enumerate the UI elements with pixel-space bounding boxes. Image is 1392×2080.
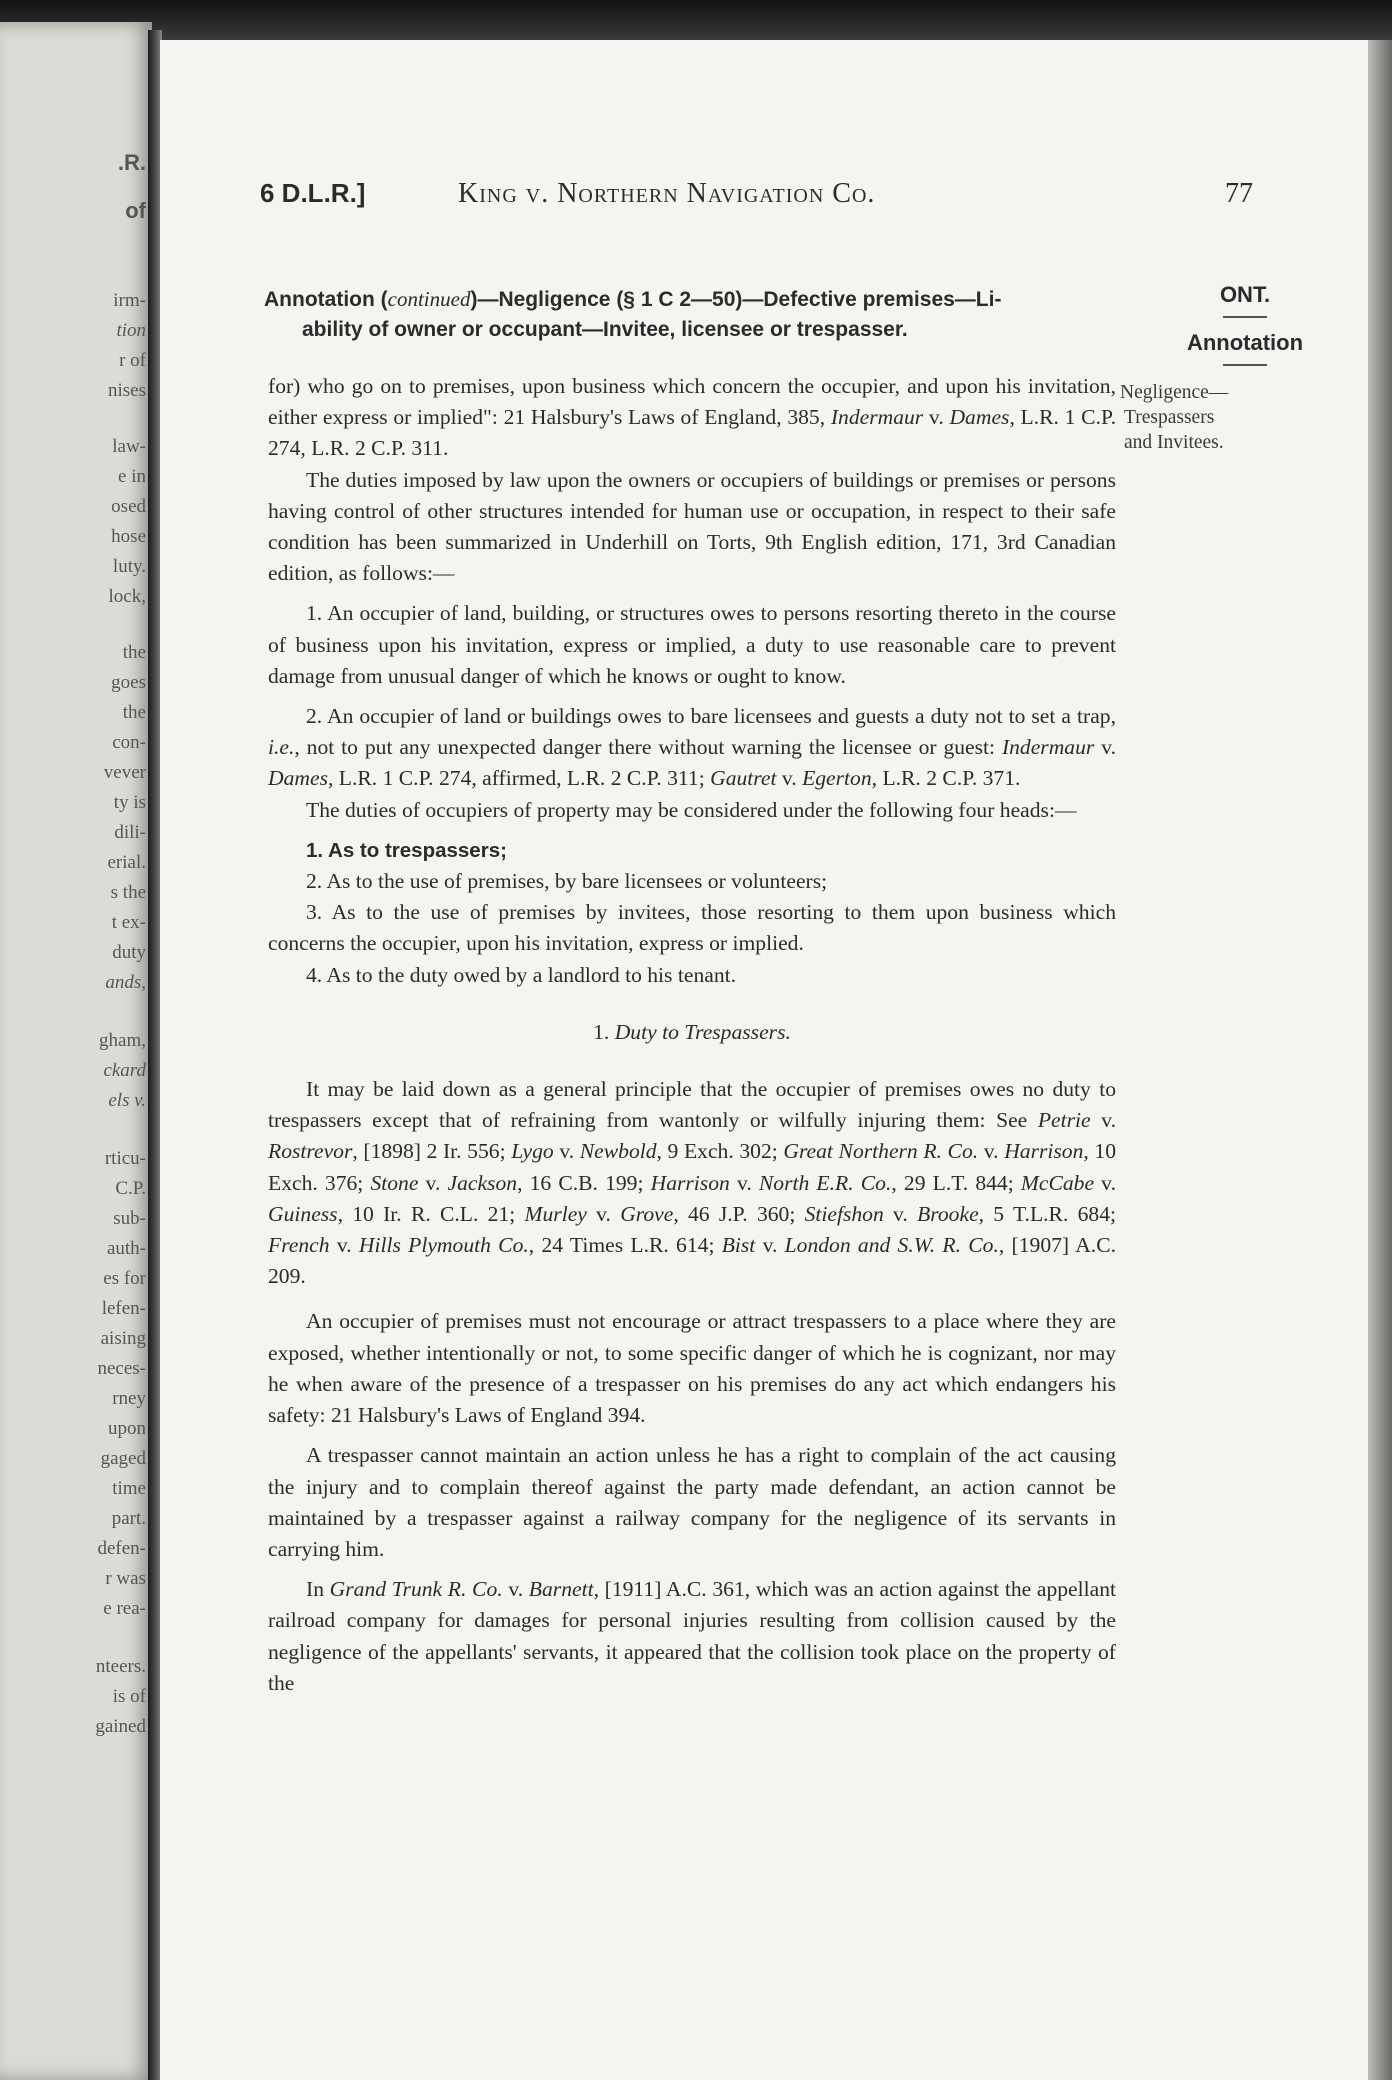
province-label: ONT. (1219, 282, 1271, 307)
list-item: 1. As to trespassers; (306, 838, 507, 862)
previous-page-line: time (112, 1478, 146, 1499)
previous-page-line: e rea- (103, 1598, 146, 1619)
running-head (160, 178, 1370, 218)
case-name: Hills Plymouth Co. (358, 1233, 529, 1258)
previous-page-line: is of (112, 1686, 146, 1707)
previous-page-line: aising (100, 1328, 146, 1349)
paragraph: The duties imposed by law upon the owners or occupiers of buildings or premises or persons having control of other structures intended for human use or occupation, in respect to their safe condition has been summarized in Underhill on Torts, 9th English edition, 171, 3rd Canadian edition, as follows:— (268, 467, 1116, 586)
case-name: Harrison (650, 1170, 730, 1195)
previous-page-line: r of (119, 350, 146, 371)
scan-top-border (0, 0, 1392, 40)
case-name: Jackson (447, 1170, 518, 1195)
sidebar-province (1120, 282, 1370, 326)
case-name: Petrie (1037, 1108, 1091, 1133)
case-name: Brooke (917, 1201, 979, 1226)
citation: , [1898] 2 Ir. 556; (352, 1139, 512, 1164)
case-name: Stiefshon (804, 1201, 884, 1226)
case-name: French (268, 1233, 330, 1258)
citation: , 46 J.P. 360; (673, 1201, 805, 1226)
case-name: Great Northern R. Co. (783, 1139, 979, 1164)
page-number: 77 (1225, 178, 1253, 209)
citation: , 10 Exch. 376; (268, 1139, 1116, 1195)
previous-page-line: upon (108, 1418, 146, 1439)
paragraph: The duties of occupiers of property may be considered under the following four heads:— (306, 797, 1077, 822)
paragraph: In Grand Trunk R. Co. v. Barnett, [1911] A.C. 361, which was an action against the appellant railroad company for damages for personal injuries resulting from collision caused by the negligence of the appellants' servants, it appeared that the collision took place on the property of the (268, 1577, 1117, 1695)
section-heading: 1. Duty to Trespassers. (593, 1019, 791, 1044)
citation: , 10 Ir. R. C.L. 21; (337, 1201, 525, 1226)
previous-page-line: part. (111, 1508, 146, 1529)
previous-page-line: gained (95, 1716, 146, 1737)
citation: , 9 Exch. 302; (656, 1139, 784, 1164)
previous-page-line: neces- (97, 1358, 146, 1379)
marginal-note-line: and Invitees. (1124, 432, 1224, 453)
previous-page-line: r was (105, 1568, 146, 1589)
case-name: North E.R. Co. (758, 1170, 892, 1195)
previous-page-line: of (125, 198, 146, 223)
paragraph: 1. An occupier of land, building, or structures owes to persons resorting thereto in the course of business upon his invitation, express or implied, a duty to use reasonable care to prevent damage from unusual danger of which he knows or ought to know. (268, 601, 1116, 688)
previous-page-line: hose (111, 526, 146, 547)
previous-page-line: irm- (113, 290, 146, 311)
list-item: 3. As to the use of premises by invitees, those resorting to them upon business which concerns the occupier, upon his invitation, express or implied. (268, 900, 1116, 956)
previous-page-line: dili- (114, 822, 146, 843)
citation: , [1907] A.C. 209. (268, 1233, 1116, 1289)
paragraph: A trespasser cannot maintain an action unless he has a right to complain of the act causing the injury and to complain thereof against the party made defendant, an action cannot be maintained by a trespasser against a railway company for the negligence of its servants in carrying him. (268, 1443, 1116, 1561)
citation: , 5 T.L.R. 684; (978, 1201, 1116, 1226)
heading-line1: )—Negligence (§ 1 C 2—50)—Defective premises—Li- (470, 288, 1002, 311)
paragraph: 2. An occupier of land or buildings owes to bare licensees and guests a duty not to set a trap, i.e., not to put any unexpected danger there without warning the licensee or guest: Indermaur v. Dames, L.R. 1 C.P. 274, affirmed, L.R. 2 C.P. 311; Gautret v. Egerton, L.R. 2 C.P. 371. (268, 704, 1116, 791)
previous-page-line: ands, (105, 972, 146, 993)
case-title: King v. Northern Navigation Co. (458, 178, 876, 209)
case-name: Newbold (579, 1139, 657, 1164)
previous-page-line: con- (112, 732, 146, 753)
previous-page-line: auth- (106, 1238, 146, 1259)
list-item: 2. As to the use of premises, by bare licensees or volunteers; (306, 869, 828, 894)
previous-page-line: els v. (108, 1090, 146, 1111)
previous-page-line: duty (112, 942, 146, 963)
previous-page-line: lock, (108, 586, 146, 607)
previous-page-line: rney (112, 1388, 146, 1409)
case-name: Lygo (511, 1139, 554, 1164)
citation: , 16 C.B. 199; (517, 1170, 651, 1195)
previous-page-line: defen- (97, 1538, 146, 1559)
previous-page-line: the (122, 642, 146, 663)
previous-page-line: erial. (107, 852, 146, 873)
previous-page-fragment (0, 22, 152, 2080)
book-page (160, 40, 1370, 2080)
previous-page-line: gaged (100, 1448, 146, 1469)
previous-page-line: law- (112, 436, 146, 457)
previous-page-line: s the (110, 882, 146, 903)
paragraph: for) who go on to premises, upon business which concern the occupier, and upon his invitation, either express or implied": 21 Halsbury's Laws of England, 385, Indermaur v. Dames, L.R. 1 C.P. 274, L.R. 2 C.P. 311. (268, 374, 1116, 461)
case-name: McCabe (1020, 1170, 1095, 1195)
sidebar-rule-2 (1223, 364, 1267, 366)
previous-page-line: t ex- (111, 912, 146, 933)
volume-reference: 6 D.L.R.] (260, 178, 366, 208)
previous-page-line: es for (103, 1268, 146, 1289)
case-name: Murley (524, 1201, 587, 1226)
marginal-note (1120, 380, 1370, 455)
previous-page-line: lefen- (101, 1298, 146, 1319)
previous-page-line: sub- (113, 1208, 146, 1229)
previous-page-line: osed (111, 496, 146, 517)
previous-page-line: e in (118, 466, 146, 487)
previous-page-line: the (122, 702, 146, 723)
previous-page-line: nteers. (95, 1656, 146, 1677)
case-name: Stone (370, 1170, 419, 1195)
case-name: Bist (721, 1233, 756, 1258)
citation: , 29 L.T. 844; (891, 1170, 1021, 1195)
heading-prefix: Annotation ( (264, 288, 388, 311)
previous-page-line: gham, (99, 1030, 146, 1051)
body-text (268, 371, 1116, 1699)
page-edge (1368, 40, 1392, 2080)
case-name: London and S.W. R. Co. (784, 1233, 999, 1258)
case-name: Grove (620, 1201, 674, 1226)
list-item: 4. As to the duty owed by a landlord to his tenant. (306, 962, 737, 987)
previous-page-line: tion (116, 320, 146, 341)
paragraph: It may be laid down as a general principle that the occupier of premises owes no duty to trespassers except that of refraining from wantonly or wilfully injuring them: See Petrie v. Rostrevor, [1898] 2 Ir. 556; Lygo v. Newbold, 9 Exch. 302; Great Northern R. Co. v. Harrison, 10 Exch. 376; Stone v. Jackson, 16 C.B. 199; Harrison v. North E.R. Co., 29 L.T. 844; McCabe v. Guiness, 10 Ir. R. C.L. 21; Murley v. Grove, 46 J.P. 360; Stiefshon v. Brooke, 5 T.L.R. 684; French v. Hills Plymouth Co., 24 Times L.R. 614; Bist v. London and S.W. R. Co., [1907] A.C. 209. (268, 1077, 1116, 1289)
marginal-note-line: Trespassers (1124, 407, 1215, 428)
sidebar-annotation (1120, 330, 1370, 374)
citation: , 24 Times L.R. 614; (528, 1233, 722, 1258)
marginal-note-line: Negligence— (1120, 382, 1229, 403)
previous-page-line: C.P. (115, 1178, 146, 1199)
previous-page-line: nises (108, 380, 146, 401)
previous-page-line: vever (103, 762, 146, 783)
sidebar-rule (1223, 316, 1267, 318)
case-name: Rostrevor (268, 1139, 353, 1164)
previous-page-line: ckard (103, 1060, 146, 1081)
previous-page-line: goes (111, 672, 146, 693)
annotation-heading (264, 284, 1122, 345)
previous-page-line: rticu- (104, 1148, 146, 1169)
paragraph: An occupier of premises must not encourage or attract trespassers to a place where they are exposed, whether intentionally or not, to some specific danger of which he is cognizant, nor may he when aware of the presence of a trespasser on his premises do any act which endangers his safety: 21 Halsbury's Laws of England 394. (268, 1309, 1116, 1428)
case-name: Harrison (1004, 1139, 1084, 1164)
annotation-label: Annotation (1186, 330, 1304, 355)
heading-line2: ability of owner or occupant—Invitee, licensee or trespasser. (302, 318, 908, 341)
previous-page-line: luty. (112, 556, 146, 577)
previous-page-line: .R. (117, 150, 146, 175)
case-name: Guiness (268, 1201, 338, 1226)
previous-page-line: ty is (113, 792, 146, 813)
heading-continued: continued (387, 287, 471, 311)
